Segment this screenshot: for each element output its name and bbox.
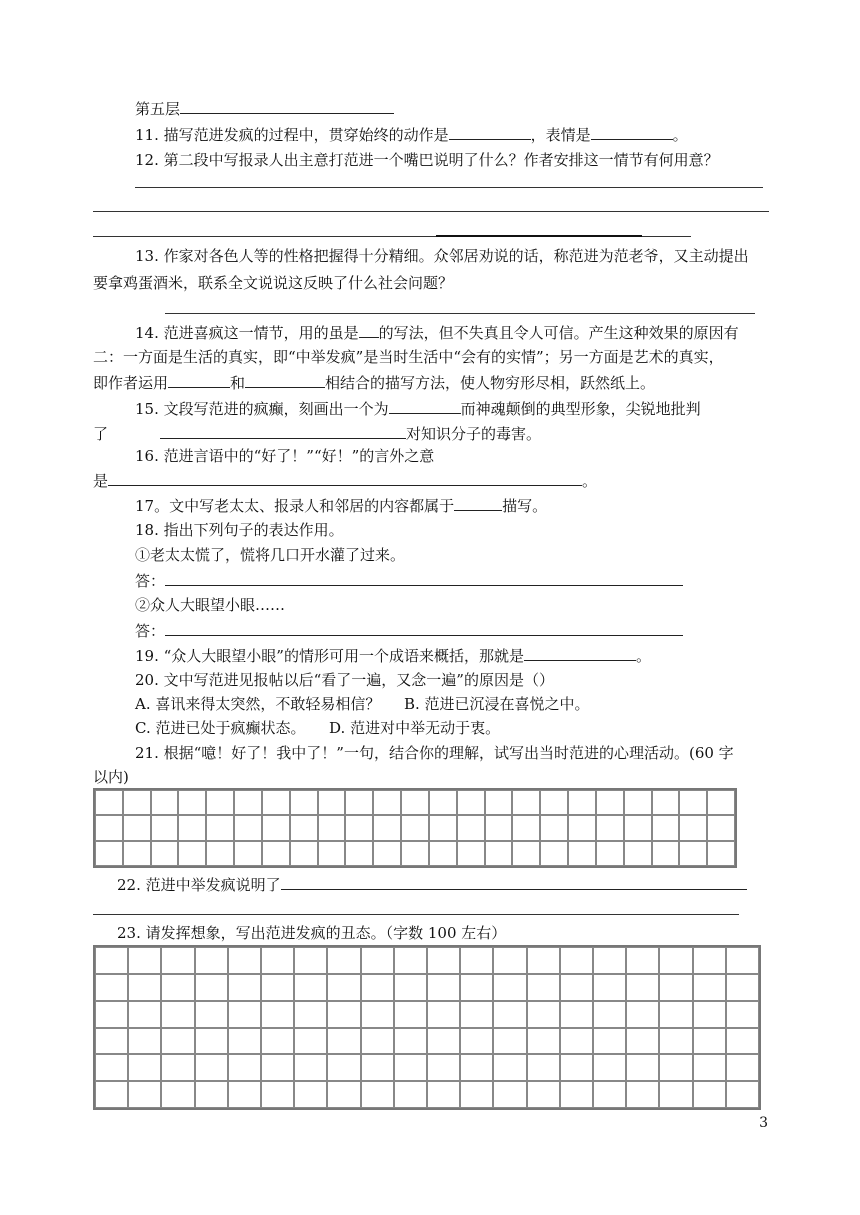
grid-cell[interactable] (560, 1001, 593, 1028)
q15-blank-1[interactable] (389, 398, 461, 414)
grid-cell[interactable] (261, 974, 294, 1001)
question-18-answer-2 (135, 620, 683, 641)
q22-answer-line-2[interactable] (93, 914, 739, 915)
grid-cell[interactable] (659, 1054, 692, 1081)
grid-cell[interactable] (659, 1028, 692, 1055)
question-16-line-1 (135, 446, 434, 466)
q19-text-b: 。 (635, 647, 651, 665)
grid-cell[interactable] (401, 815, 429, 840)
grid-cell[interactable] (318, 841, 346, 866)
grid-cell[interactable] (540, 841, 568, 866)
grid-cell[interactable] (493, 1054, 526, 1081)
grid-cell[interactable] (626, 1081, 659, 1108)
q11-blank-action[interactable] (449, 124, 531, 140)
grid-cell[interactable] (123, 815, 151, 840)
grid-cell[interactable] (652, 790, 680, 815)
grid-cell[interactable] (206, 815, 234, 840)
question-15-line-1 (135, 398, 701, 419)
question-18-answer-1 (135, 570, 683, 591)
grid-cell[interactable] (294, 947, 327, 974)
grid-cell[interactable] (361, 1054, 394, 1081)
grid-cell[interactable] (195, 1001, 228, 1028)
grid-cell[interactable] (95, 974, 128, 1001)
q15-line-2-b: 对知识分子的毒害。 (406, 425, 542, 443)
q12-answer-line-2[interactable] (93, 211, 769, 212)
grid-cell[interactable] (707, 790, 735, 815)
grid-cell[interactable] (361, 1001, 394, 1028)
q11-text-c: 。 (672, 126, 688, 144)
grid-cell[interactable] (327, 1054, 360, 1081)
grid-cell[interactable] (527, 947, 560, 974)
grid-cell[interactable] (290, 841, 318, 866)
q14-blank-2[interactable] (168, 372, 230, 388)
question-14-line-1 (135, 322, 739, 343)
question-18-title (135, 520, 344, 540)
q20-option-a[interactable]: A. 喜讯来得太突然，不敢轻易相信？ (135, 695, 381, 713)
question-12 (135, 150, 719, 170)
grid-cell[interactable] (327, 947, 360, 974)
grid-cell[interactable] (401, 790, 429, 815)
grid-cell[interactable] (394, 947, 427, 974)
grid-cell[interactable] (485, 790, 513, 815)
grid-cell[interactable] (659, 947, 692, 974)
q14-blank-3[interactable] (245, 372, 325, 388)
q16-line-2-b: 。 (582, 472, 598, 490)
grid-cell[interactable] (726, 1054, 759, 1081)
grid-cell[interactable] (568, 790, 596, 815)
question-11 (135, 124, 688, 145)
grid-cell[interactable] (460, 1054, 493, 1081)
grid-cell[interactable] (427, 1001, 460, 1028)
q11-text-b: ，表情是 (530, 126, 591, 144)
grid-cell[interactable] (228, 947, 261, 974)
q16-line-1: 16. 范进言语中的“好了！”“好！”的言外之意 (135, 447, 435, 465)
grid-cell[interactable] (261, 1081, 294, 1108)
grid-cell[interactable] (294, 1054, 327, 1081)
grid-cell[interactable] (540, 790, 568, 815)
q17-text-a: 17。文中写老太太、报录人和邻居的内容都属于 (135, 497, 455, 515)
grid-cell[interactable] (345, 790, 373, 815)
grid-cell[interactable] (228, 1054, 261, 1081)
q12-text: 12. 第二段中写报录人出主意打范进一个嘴巴说明了什么？作者安排这一情节有何用意？ (135, 151, 719, 169)
grid-cell[interactable] (261, 1028, 294, 1055)
grid-cell[interactable] (429, 790, 457, 815)
grid-cell[interactable] (460, 1081, 493, 1108)
grid-cell[interactable] (693, 974, 726, 1001)
grid-cell[interactable] (95, 790, 123, 815)
grid-cell[interactable] (327, 974, 360, 1001)
grid-cell[interactable] (234, 841, 262, 866)
grid-cell[interactable] (294, 974, 327, 1001)
q14-line-1-b: 的写法，但不失真且令人可信。产生这种效果的原因有 (378, 324, 739, 342)
q16-blank[interactable] (108, 470, 582, 486)
grid-cell[interactable] (128, 974, 161, 1001)
grid-cell[interactable] (195, 1081, 228, 1108)
grid-cell[interactable] (593, 1028, 626, 1055)
grid-cell[interactable] (195, 1054, 228, 1081)
grid-cell[interactable] (161, 1081, 194, 1108)
grid-cell[interactable] (151, 790, 179, 815)
grid-cell[interactable] (206, 841, 234, 866)
grid-cell[interactable] (679, 790, 707, 815)
grid-cell[interactable] (626, 974, 659, 1001)
grid-cell[interactable] (294, 1001, 327, 1028)
q17-text-b: 描写。 (502, 497, 548, 515)
question-13-line-2 (93, 273, 453, 293)
grid-cell[interactable] (457, 790, 485, 815)
q18-sentence-1: ①老太太慌了，慌将几口开水灌了过来。 (135, 546, 406, 564)
grid-cell[interactable] (493, 1081, 526, 1108)
grid-cell[interactable] (361, 947, 394, 974)
grid-cell[interactable] (626, 1054, 659, 1081)
q14-line-3-a: 即作者运用 (93, 374, 169, 392)
question-14-line-2 (93, 347, 724, 367)
grid-cell[interactable] (427, 1054, 460, 1081)
grid-cell[interactable] (401, 841, 429, 866)
grid-cell[interactable] (373, 841, 401, 866)
q13-line-1: 13. 作家对各色人等的性格把握得十分精细。众邻居劝说的话，称范进为范老爷，又主动提出 (135, 247, 749, 265)
grid-cell[interactable] (95, 841, 123, 866)
grid-cell[interactable] (460, 947, 493, 974)
grid-cell[interactable] (512, 841, 540, 866)
grid-cell[interactable] (228, 1081, 261, 1108)
grid-cell[interactable] (95, 1001, 128, 1028)
grid-cell[interactable] (693, 1081, 726, 1108)
question-18-sentence-1 (135, 545, 405, 565)
grid-cell[interactable] (262, 841, 290, 866)
grid-cell[interactable] (234, 790, 262, 815)
grid-cell[interactable] (151, 815, 179, 840)
q21-line-1: 21. 根据“噫！好了！我中了！”一句，结合你的理解，试写出当时范进的心理活动。(60 字 (135, 744, 734, 762)
grid-cell[interactable] (596, 815, 624, 840)
q14-blank-1[interactable] (359, 322, 379, 338)
grid-cell[interactable] (128, 1054, 161, 1081)
question-17 (135, 495, 547, 516)
q23-writing-grid[interactable] (93, 945, 761, 1110)
question-13-line-1 (135, 246, 749, 266)
grid-cell[interactable] (460, 974, 493, 1001)
grid-cell[interactable] (624, 790, 652, 815)
q11-text-a: 11. 描写范进发疯的过程中，贯穿始终的动作是 (135, 126, 449, 144)
grid-cell[interactable] (560, 1054, 593, 1081)
q16-line-2-a: 是 (93, 472, 109, 490)
q18-title: 18. 指出下列句子的表达作用。 (135, 521, 344, 539)
grid-cell[interactable] (128, 1081, 161, 1108)
grid-cell[interactable] (195, 947, 228, 974)
grid-cell[interactable] (693, 1001, 726, 1028)
grid-cell[interactable] (652, 815, 680, 840)
grid-cell[interactable] (568, 841, 596, 866)
grid-cell[interactable] (95, 1054, 128, 1081)
grid-cell[interactable] (560, 1028, 593, 1055)
grid-cell[interactable] (512, 815, 540, 840)
grid-cell[interactable] (294, 1081, 327, 1108)
grid-cell[interactable] (234, 815, 262, 840)
grid-cell[interactable] (345, 815, 373, 840)
grid-cell[interactable] (624, 815, 652, 840)
question-20-options-cd (135, 718, 500, 738)
grid-cell[interactable] (261, 947, 294, 974)
grid-cell[interactable] (261, 1054, 294, 1081)
q18-answer-blank-2[interactable] (165, 620, 683, 636)
grid-cell[interactable] (593, 1081, 626, 1108)
grid-cell[interactable] (493, 974, 526, 1001)
grid-cell[interactable] (123, 790, 151, 815)
grid-cell[interactable] (460, 1001, 493, 1028)
q14-line-1-a: 14. 范进喜疯这一情节，用的虽是 (135, 324, 359, 342)
grid-cell[interactable] (485, 815, 513, 840)
q12-answer-line-1[interactable] (135, 187, 763, 188)
grid-cell[interactable] (228, 1001, 261, 1028)
q22-blank[interactable] (281, 874, 747, 890)
grid-cell[interactable] (540, 815, 568, 840)
grid-cell[interactable] (394, 974, 427, 1001)
q14-line-3-b: 和 (230, 374, 246, 392)
q15-line-1-b: 而神魂颠倒的典型形象，尖锐地批判 (460, 400, 701, 418)
q18-answer-label-1: 答： (135, 572, 166, 590)
grid-cell[interactable] (262, 815, 290, 840)
grid-cell[interactable] (178, 790, 206, 815)
grid-cell[interactable] (394, 1081, 427, 1108)
grid-cell[interactable] (527, 974, 560, 1001)
grid-cell[interactable] (161, 974, 194, 1001)
question-21-line-1 (135, 743, 734, 763)
grid-cell[interactable] (290, 790, 318, 815)
grid-cell[interactable] (178, 815, 206, 840)
question-14-line-3 (93, 372, 655, 393)
question-21-line-2 (93, 767, 129, 787)
grid-cell[interactable] (593, 947, 626, 974)
grid-cell[interactable] (394, 1001, 427, 1028)
grid-cell[interactable] (593, 974, 626, 1001)
grid-cell[interactable] (626, 1001, 659, 1028)
grid-cell[interactable] (679, 841, 707, 866)
grid-cell[interactable] (128, 1028, 161, 1055)
grid-cell[interactable] (429, 815, 457, 840)
grid-cell[interactable] (457, 815, 485, 840)
grid-cell[interactable] (493, 1001, 526, 1028)
q14-line-3-c: 相结合的描写方法，使人物穷形尽相，跃然纸上。 (325, 374, 656, 392)
grid-cell[interactable] (593, 1054, 626, 1081)
grid-cell[interactable] (512, 790, 540, 815)
q13-answer-line[interactable] (165, 313, 755, 314)
grid-cell[interactable] (493, 1028, 526, 1055)
grid-cell[interactable] (95, 1028, 128, 1055)
grid-cell[interactable] (457, 841, 485, 866)
grid-cell[interactable] (262, 790, 290, 815)
grid-cell[interactable] (373, 815, 401, 840)
grid-cell[interactable] (327, 1081, 360, 1108)
q15-line-2-a: 了 (93, 425, 109, 443)
q23-text: 23. 请发挥想象，写出范进发疯的丑态。（字数 100 左右） (117, 924, 507, 942)
q15-line-1-a: 15. 文段写范进的疯癫，刻画出一个为 (135, 400, 389, 418)
q20-stem: 20. 文中写范进见报帖以后“看了一遍，又念一遍”的原因是（） (135, 671, 554, 689)
grid-cell[interactable] (527, 1001, 560, 1028)
grid-cell[interactable] (693, 947, 726, 974)
grid-cell[interactable] (624, 841, 652, 866)
grid-cell[interactable] (427, 1081, 460, 1108)
q19-text-a: 19. “众人大眼望小眼”的情形可用一个成语来概括，那就是 (135, 647, 524, 665)
q18-answer-label-2: 答： (135, 622, 166, 640)
grid-cell[interactable] (95, 815, 123, 840)
grid-cell[interactable] (693, 1028, 726, 1055)
grid-cell[interactable] (659, 1081, 692, 1108)
grid-cell[interactable] (195, 1028, 228, 1055)
q20-option-c[interactable]: C. 范进已处于疯癫状态。 (135, 719, 306, 737)
grid-cell[interactable] (345, 841, 373, 866)
q13-line-2: 要拿鸡蛋酒米，联系全文说说这反映了什么社会问题？ (93, 274, 454, 292)
grid-cell[interactable] (568, 815, 596, 840)
grid-cell[interactable] (427, 1028, 460, 1055)
q22-text: 22. 范进中举发疯说明了 (117, 876, 281, 894)
q21-writing-grid[interactable] (93, 788, 737, 868)
grid-cell[interactable] (707, 841, 735, 866)
grid-cell[interactable] (128, 1001, 161, 1028)
grid-cell[interactable] (460, 1028, 493, 1055)
grid-cell[interactable] (693, 1054, 726, 1081)
grid-cell[interactable] (228, 1028, 261, 1055)
grid-cell[interactable] (427, 974, 460, 1001)
q17-blank[interactable] (454, 495, 502, 511)
grid-cell[interactable] (652, 841, 680, 866)
grid-cell[interactable] (427, 947, 460, 974)
grid-cell[interactable] (327, 1028, 360, 1055)
grid-cell[interactable] (707, 815, 735, 840)
q20-option-b[interactable]: B. 范进已沉浸在喜悦之中。 (403, 695, 590, 713)
grid-cell[interactable] (726, 1081, 759, 1108)
grid-cell[interactable] (726, 974, 759, 1001)
grid-cell[interactable] (195, 974, 228, 1001)
question-15-line-2 (93, 423, 541, 444)
grid-cell[interactable] (493, 947, 526, 974)
q21-line-2: 以内) (93, 768, 129, 786)
grid-cell[interactable] (527, 1028, 560, 1055)
grid-cell[interactable] (626, 1028, 659, 1055)
grid-cell[interactable] (527, 1054, 560, 1081)
grid-cell[interactable] (726, 1028, 759, 1055)
grid-cell[interactable] (560, 947, 593, 974)
q11-blank-expression[interactable] (591, 124, 673, 140)
grid-cell[interactable] (560, 974, 593, 1001)
q18-answer-blank-1[interactable] (165, 570, 683, 586)
grid-cell[interactable] (128, 947, 161, 974)
grid-cell[interactable] (560, 1081, 593, 1108)
grid-cell[interactable] (318, 790, 346, 815)
question-18-sentence-2 (135, 595, 285, 615)
question-20-options-ab (135, 694, 590, 714)
layer5-line (135, 98, 394, 119)
question-23 (117, 923, 506, 943)
grid-cell[interactable] (206, 790, 234, 815)
grid-cell[interactable] (485, 841, 513, 866)
grid-cell[interactable] (294, 1028, 327, 1055)
grid-cell[interactable] (373, 790, 401, 815)
grid-cell[interactable] (626, 947, 659, 974)
layer5-label: 第五层 (135, 100, 181, 118)
question-16-line-2 (93, 470, 597, 491)
grid-cell[interactable] (161, 947, 194, 974)
grid-cell[interactable] (178, 841, 206, 866)
grid-cell[interactable] (161, 1001, 194, 1028)
grid-cell[interactable] (228, 974, 261, 1001)
grid-cell[interactable] (361, 1081, 394, 1108)
grid-cell[interactable] (659, 1001, 692, 1028)
grid-cell[interactable] (161, 1054, 194, 1081)
grid-cell[interactable] (327, 1001, 360, 1028)
question-19 (135, 645, 651, 666)
q19-blank[interactable] (524, 645, 636, 661)
grid-cell[interactable] (726, 947, 759, 974)
grid-cell[interactable] (596, 790, 624, 815)
q14-line-2: 二：一方面是生活的真实，即“中举发疯”是当时生活中“会有的实情”；另一方面是艺术的真实， (93, 348, 724, 366)
question-20-stem (135, 670, 554, 690)
grid-cell[interactable] (318, 815, 346, 840)
grid-cell[interactable] (261, 1001, 294, 1028)
page-number: 3 (759, 1115, 768, 1131)
grid-cell[interactable] (394, 1054, 427, 1081)
question-22 (117, 874, 747, 895)
grid-cell[interactable] (361, 1028, 394, 1055)
grid-cell[interactable] (361, 974, 394, 1001)
q18-sentence-2: ②众人大眼望小眼…… (135, 596, 286, 614)
grid-cell[interactable] (95, 1081, 128, 1108)
grid-cell[interactable] (726, 1001, 759, 1028)
grid-cell[interactable] (679, 815, 707, 840)
grid-cell[interactable] (596, 841, 624, 866)
layer5-blank[interactable] (180, 98, 394, 114)
q15-blank-2[interactable] (160, 423, 406, 439)
grid-cell[interactable] (527, 1081, 560, 1108)
grid-cell[interactable] (161, 1028, 194, 1055)
grid-cell[interactable] (593, 1001, 626, 1028)
q20-option-d[interactable]: D. 范进对中举无动于衷。 (329, 719, 501, 737)
q12-answer-line-3-mark (436, 235, 642, 237)
grid-cell[interactable] (290, 815, 318, 840)
grid-cell[interactable] (123, 841, 151, 866)
grid-cell[interactable] (429, 841, 457, 866)
grid-cell[interactable] (659, 974, 692, 1001)
grid-cell[interactable] (394, 1028, 427, 1055)
grid-cell[interactable] (151, 841, 179, 866)
grid-cell[interactable] (95, 947, 128, 974)
